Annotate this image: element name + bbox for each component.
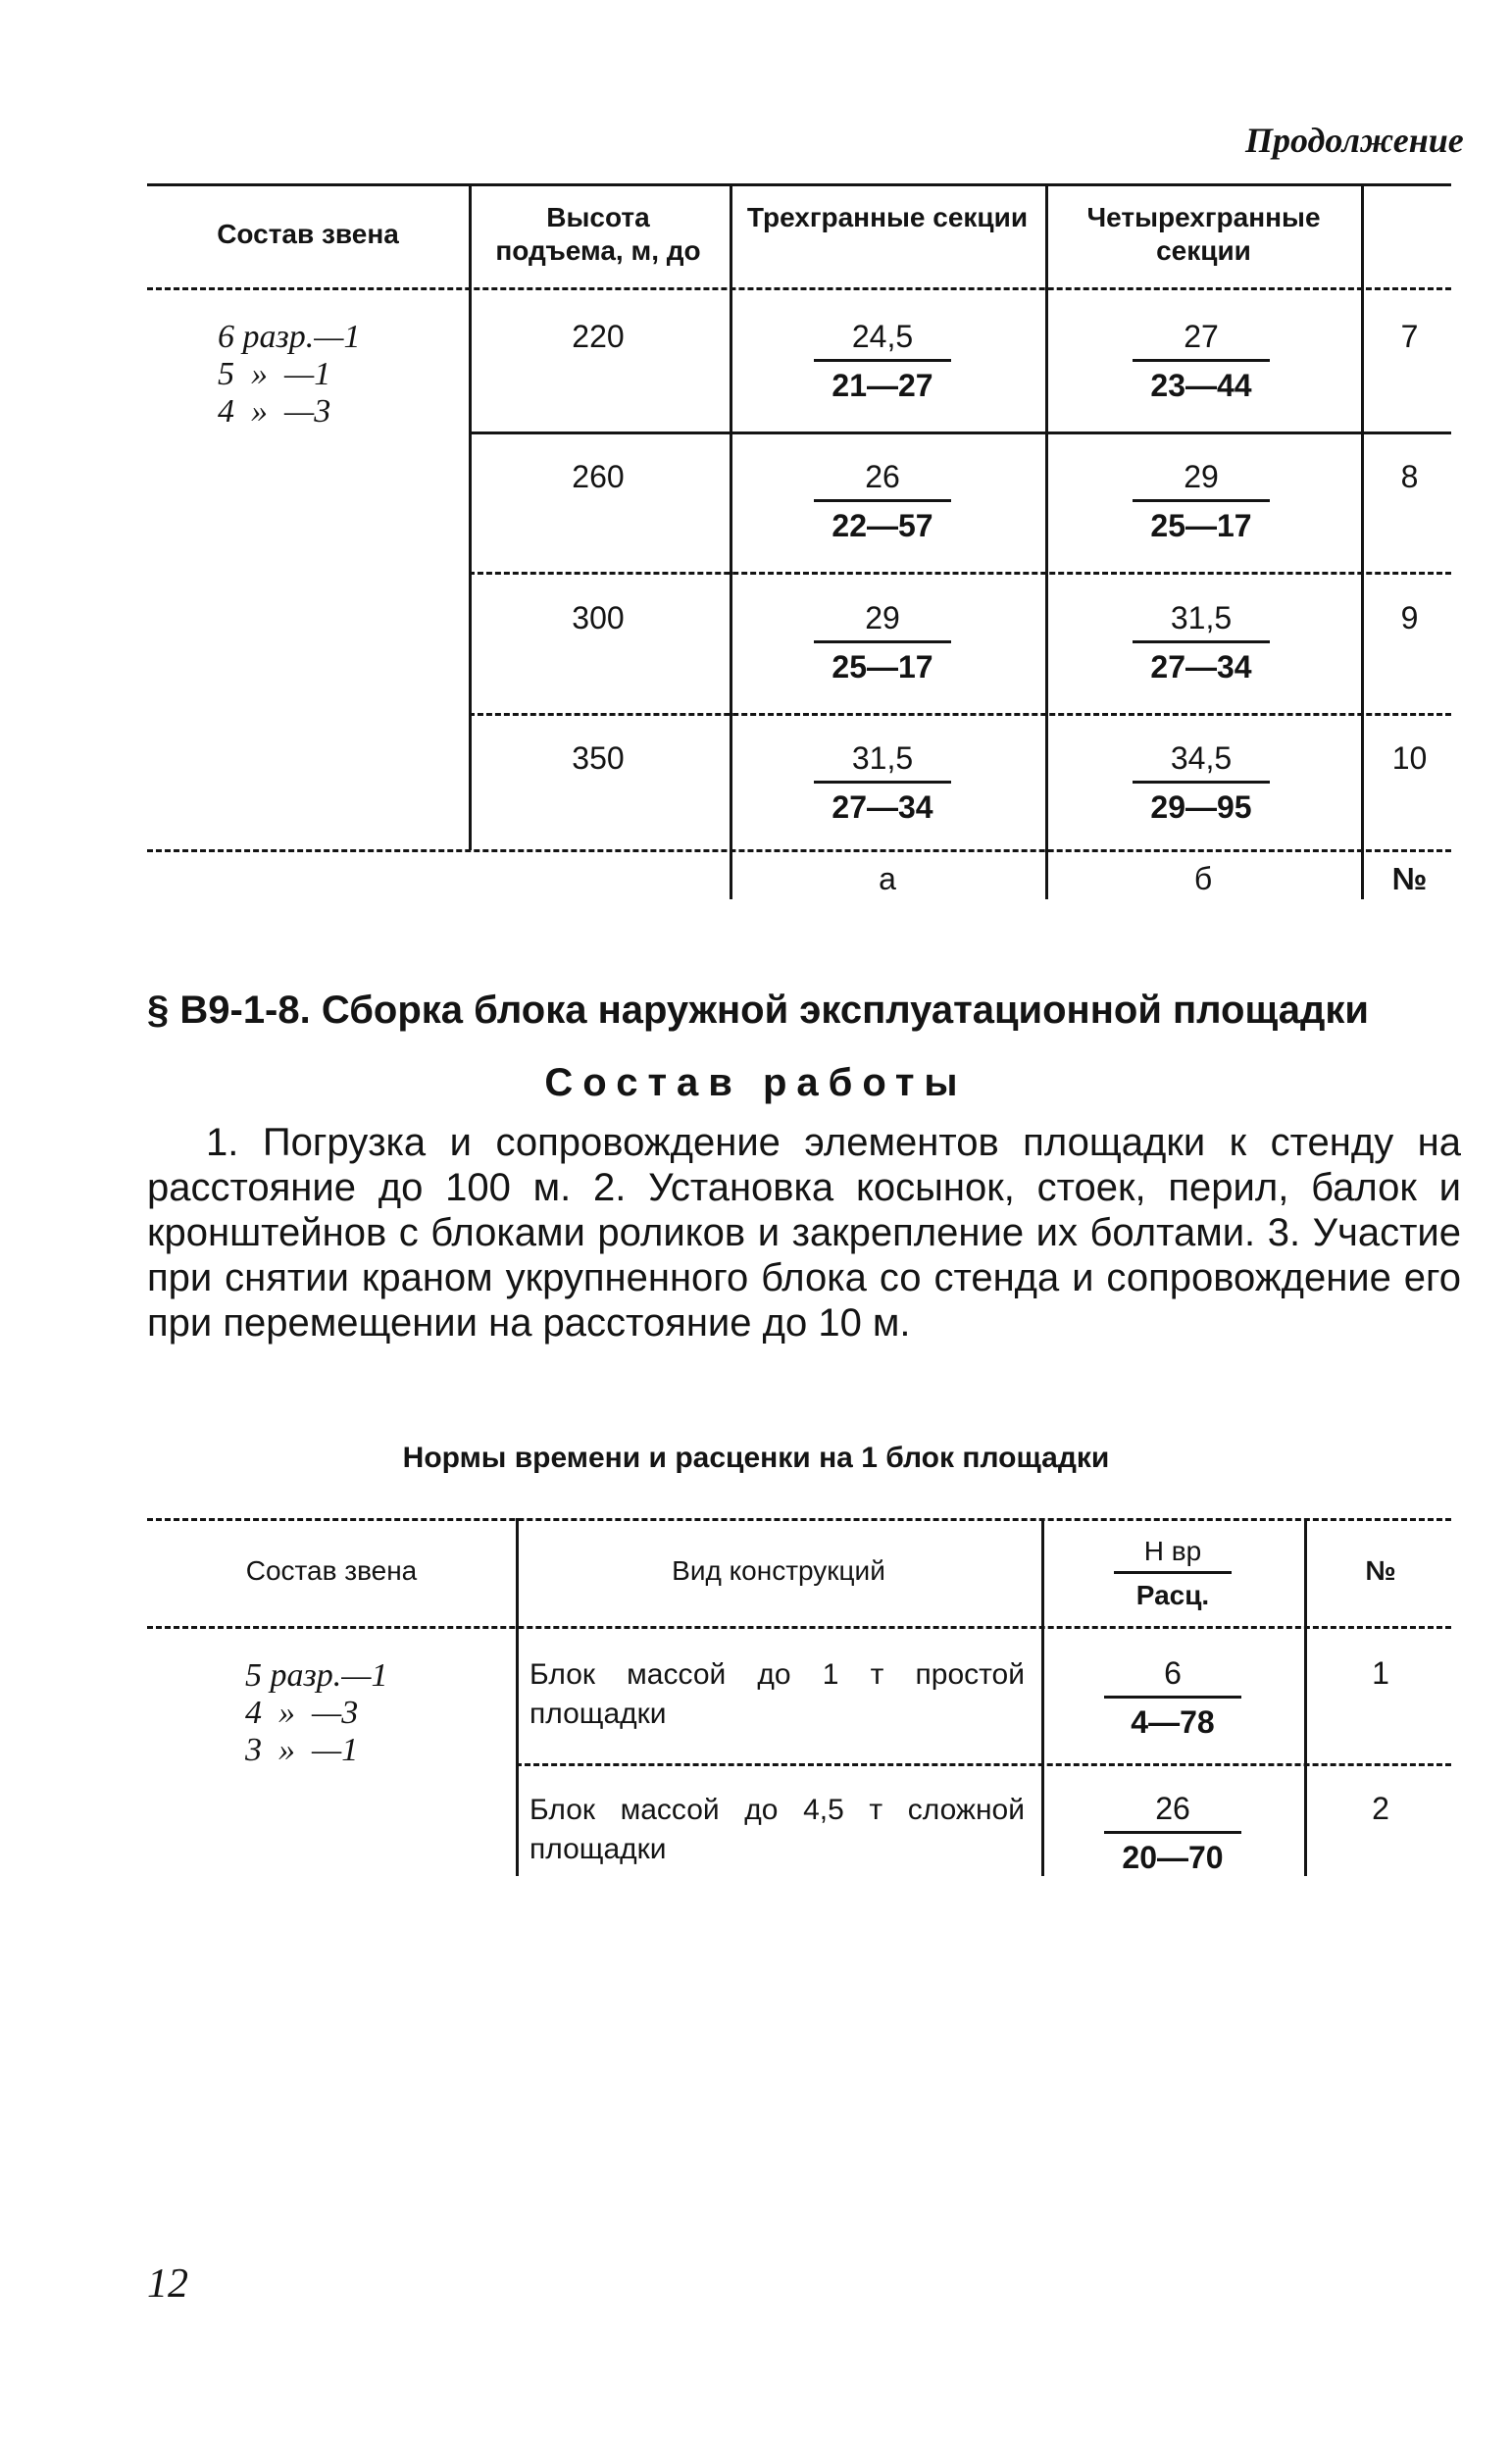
table1-col-rule <box>730 183 732 899</box>
page-number: 12 <box>147 2261 188 2307</box>
table1-row-rule <box>469 432 1451 434</box>
t2-header-nvr: Н вр <box>1114 1536 1232 1574</box>
quad-rate: 27—34 <box>1150 649 1252 685</box>
header-quad: Четырехгранные секции <box>1086 202 1321 266</box>
row-number: 9 <box>1400 600 1419 635</box>
height-value: 300 <box>572 600 625 635</box>
header-tri: Трехгранные секции <box>746 202 1029 232</box>
crew-line: 3 » —1 <box>245 1732 359 1768</box>
table2-col-rule <box>1041 1518 1044 1876</box>
table1-col-rule <box>1361 183 1364 899</box>
crew-composition <box>245 1657 388 1769</box>
time-norm: 26 <box>1104 1791 1241 1834</box>
crew-line: 4 » —3 <box>245 1695 359 1731</box>
table2-col-rule <box>1304 1518 1307 1876</box>
quad-rate: 23—44 <box>1150 368 1252 403</box>
norm-fraction <box>1104 1655 1241 1741</box>
quad-norm-fraction <box>1133 600 1270 685</box>
crew-line: 6 разр.—1 <box>218 319 361 355</box>
table2-top-rule <box>147 1518 1451 1521</box>
t2-header-rasc: Расц. <box>1135 1580 1210 1610</box>
table1-col-rule <box>469 183 472 850</box>
tri-time: 24,5 <box>814 319 951 362</box>
t2-header-kind: Вид конструкций <box>672 1555 885 1586</box>
construction-kind: Блок массой до 4,5 т сложной площадки <box>529 1794 1025 1865</box>
tri-rate: 22—57 <box>832 508 933 543</box>
quad-rate: 29—95 <box>1150 789 1252 825</box>
quad-time: 34,5 <box>1133 740 1270 784</box>
row-number: 1 <box>1372 1655 1389 1691</box>
time-norm: 6 <box>1104 1655 1241 1699</box>
column-index-a: а <box>879 861 896 896</box>
row-number: 2 <box>1372 1791 1389 1826</box>
section-title: § В9-1-8. Сборка блока наружной эксплуатационной площадки <box>147 989 1369 1032</box>
norm-fraction <box>1104 1791 1241 1876</box>
t2-header-fraction <box>1114 1536 1232 1611</box>
quad-time: 31,5 <box>1133 600 1270 643</box>
tri-time: 31,5 <box>814 740 951 784</box>
tri-rate: 27—34 <box>832 789 933 825</box>
table1-top-rule <box>147 183 1451 186</box>
table1-row-rule <box>469 713 1451 716</box>
tri-norm-fraction <box>814 459 951 544</box>
height-value: 350 <box>572 740 625 776</box>
tri-norm-fraction <box>814 319 951 404</box>
tri-rate: 21—27 <box>832 368 933 403</box>
crew-line: 5 разр.—1 <box>245 1657 388 1694</box>
height-value: 220 <box>572 319 625 354</box>
crew-line: 4 » —3 <box>218 393 331 430</box>
norms-title: Нормы времени и расценки на 1 блок площадки <box>402 1442 1110 1474</box>
tri-norm-fraction <box>814 740 951 826</box>
tri-time: 29 <box>814 600 951 643</box>
table1-row-rule <box>469 572 1451 575</box>
row-number: 10 <box>1391 740 1428 776</box>
height-value: 260 <box>572 459 625 494</box>
t2-header-no: № <box>1365 1555 1396 1586</box>
row-number: 8 <box>1400 459 1419 494</box>
quad-norm-fraction <box>1133 319 1270 404</box>
rate: 4—78 <box>1131 1704 1215 1740</box>
quad-norm-fraction <box>1133 740 1270 826</box>
quad-time: 29 <box>1133 459 1270 502</box>
work-description-text: 1. Погрузка и сопровождение элементов площадки к стенду на расстояние до 100 м. 2. Установка косынок, стоек, перил, балок и кронштейнов с блоками роликов и закрепление их болтами. 3. Участие при снятии краном укрупненного блока со стенда и сопровождение его при перемещении на расстояние до 10 м. <box>147 1121 1461 1345</box>
quad-norm-fraction <box>1133 459 1270 544</box>
table1-header-rule <box>147 287 1451 290</box>
column-index-b: б <box>1193 861 1213 896</box>
rate: 20—70 <box>1122 1840 1224 1875</box>
table1-col-rule <box>1045 183 1048 899</box>
table2-header-rule <box>147 1626 1451 1629</box>
tri-rate: 25—17 <box>832 649 933 685</box>
tri-norm-fraction <box>814 600 951 685</box>
crew-composition <box>218 319 361 431</box>
t2-header-composition: Состав звена <box>245 1555 418 1586</box>
tri-time: 26 <box>814 459 951 502</box>
work-composition-title: Состав работы <box>544 1061 968 1104</box>
table1-bottom-rule <box>147 849 1451 852</box>
work-description <box>147 1120 1461 1345</box>
column-index-no: № <box>1391 861 1428 896</box>
crew-line: 5 » —1 <box>218 356 331 392</box>
table2-row-rule <box>516 1763 1451 1766</box>
header-height: Высота подъема, м, до <box>495 202 701 266</box>
header-composition: Состав звена <box>217 219 399 249</box>
quad-rate: 25—17 <box>1150 508 1252 543</box>
continuation-label: Продолжение <box>1245 121 1464 160</box>
row-number: 7 <box>1400 319 1419 354</box>
quad-time: 27 <box>1133 319 1270 362</box>
construction-kind: Блок массой до 1 т простой площадки <box>529 1658 1025 1730</box>
